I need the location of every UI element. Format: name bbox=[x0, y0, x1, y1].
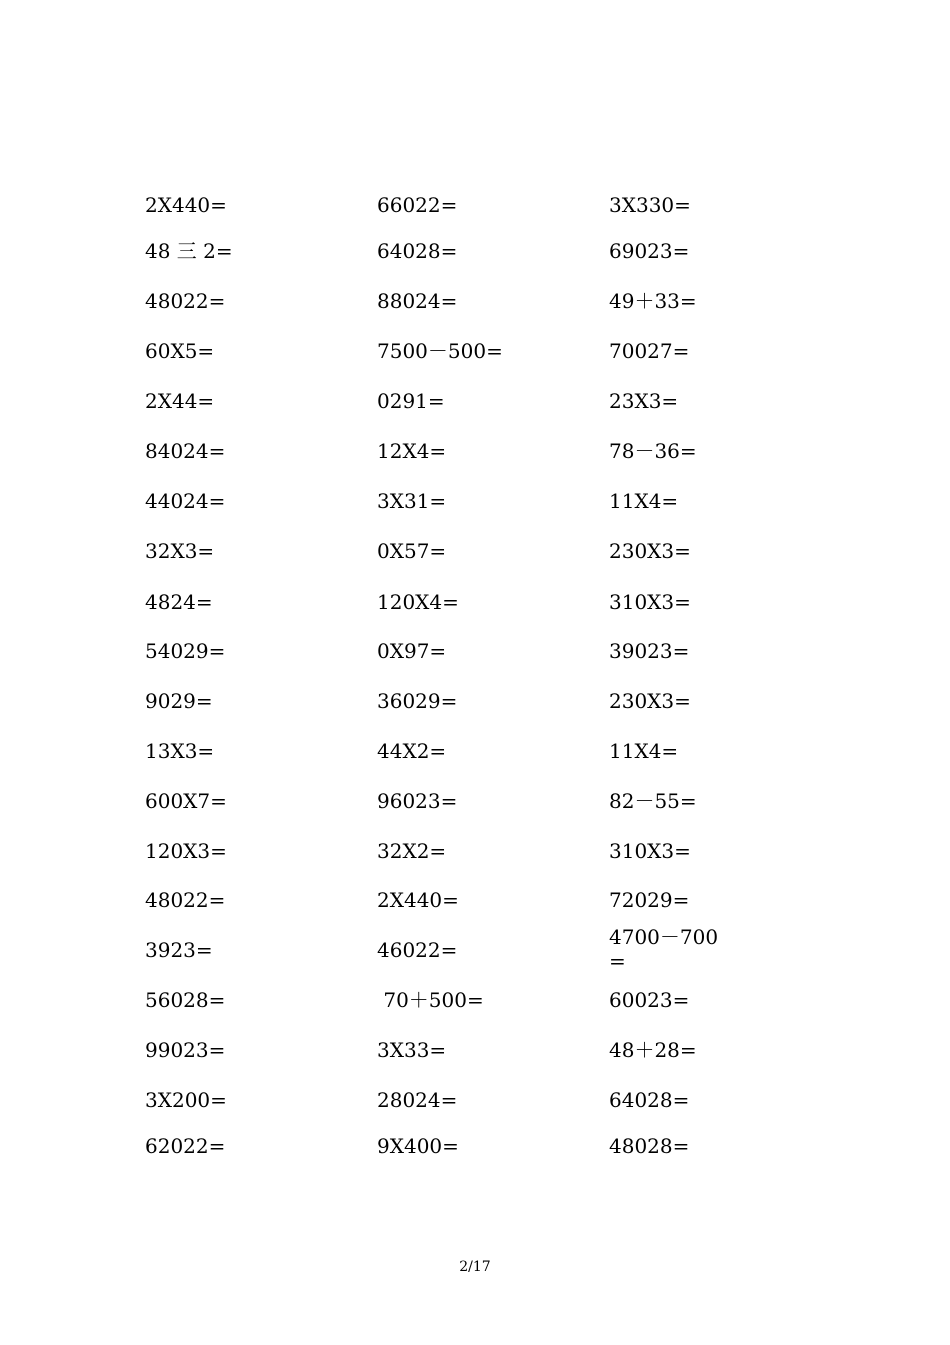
problem: 60X5= bbox=[145, 339, 215, 363]
problem: 310X3= bbox=[609, 839, 691, 863]
problem: 88024= bbox=[377, 289, 458, 313]
problem: 600X7= bbox=[145, 789, 227, 813]
problem: 230X3= bbox=[609, 689, 691, 713]
problem: 44024= bbox=[145, 489, 226, 513]
problem: 99023= bbox=[145, 1038, 226, 1062]
problem: 7500－500= bbox=[377, 339, 503, 363]
problem: 0X97= bbox=[377, 639, 447, 663]
problem: 62022= bbox=[145, 1134, 226, 1158]
problem: 11X4= bbox=[609, 489, 679, 513]
problem: 13X3= bbox=[145, 739, 215, 763]
problem: 120X4= bbox=[377, 590, 459, 614]
problem: 32X2= bbox=[377, 839, 447, 863]
problem: 56028= bbox=[145, 988, 226, 1012]
problem: 3X330= bbox=[609, 193, 691, 217]
problem: 60023= bbox=[609, 988, 690, 1012]
problem: 2X440= bbox=[145, 193, 227, 217]
problem: 2X440= bbox=[377, 888, 459, 912]
problem: 64028= bbox=[609, 1088, 690, 1112]
problem: 11X4= bbox=[609, 739, 679, 763]
problem: 70＋500= bbox=[377, 988, 484, 1012]
problem: 72029= bbox=[609, 888, 690, 912]
problem: 48028= bbox=[609, 1134, 690, 1158]
problem: 0291= bbox=[377, 389, 445, 413]
problem: 54029= bbox=[145, 639, 226, 663]
page-number: 2/17 bbox=[459, 1259, 491, 1275]
problem: 46022= bbox=[377, 938, 458, 962]
problem: 48＋28= bbox=[609, 1038, 697, 1062]
problem: 48022= bbox=[145, 289, 226, 313]
problem: 4700－700 = bbox=[609, 925, 719, 973]
problem: 3X33= bbox=[377, 1038, 447, 1062]
problem: 9X400= bbox=[377, 1134, 459, 1158]
problem: 69023= bbox=[609, 239, 690, 263]
problem: 3X200= bbox=[145, 1088, 227, 1112]
problem: 49＋33= bbox=[609, 289, 697, 313]
problem: 230X3= bbox=[609, 539, 691, 563]
problem: 9029= bbox=[145, 689, 213, 713]
problem: 3923= bbox=[145, 938, 213, 962]
problem: 120X3= bbox=[145, 839, 227, 863]
problem: 4824= bbox=[145, 590, 213, 614]
problem: 310X3= bbox=[609, 590, 691, 614]
problem: 84024= bbox=[145, 439, 226, 463]
problem: 44X2= bbox=[377, 739, 447, 763]
problem: 32X3= bbox=[145, 539, 215, 563]
problem: 23X3= bbox=[609, 389, 679, 413]
problem: 70027= bbox=[609, 339, 690, 363]
problem: 36029= bbox=[377, 689, 458, 713]
problem: 48022= bbox=[145, 888, 226, 912]
problem: 64028= bbox=[377, 239, 458, 263]
problem: 48 三 2= bbox=[145, 239, 233, 263]
problem: 28024= bbox=[377, 1088, 458, 1112]
problem: 2X44= bbox=[145, 389, 215, 413]
problem: 96023= bbox=[377, 789, 458, 813]
problem: 66022= bbox=[377, 193, 458, 217]
problem: 78－36= bbox=[609, 439, 697, 463]
problem: 3X31= bbox=[377, 489, 447, 513]
problem: 39023= bbox=[609, 639, 690, 663]
problem: 0X57= bbox=[377, 539, 447, 563]
problem: 82－55= bbox=[609, 789, 697, 813]
problem: 12X4= bbox=[377, 439, 447, 463]
